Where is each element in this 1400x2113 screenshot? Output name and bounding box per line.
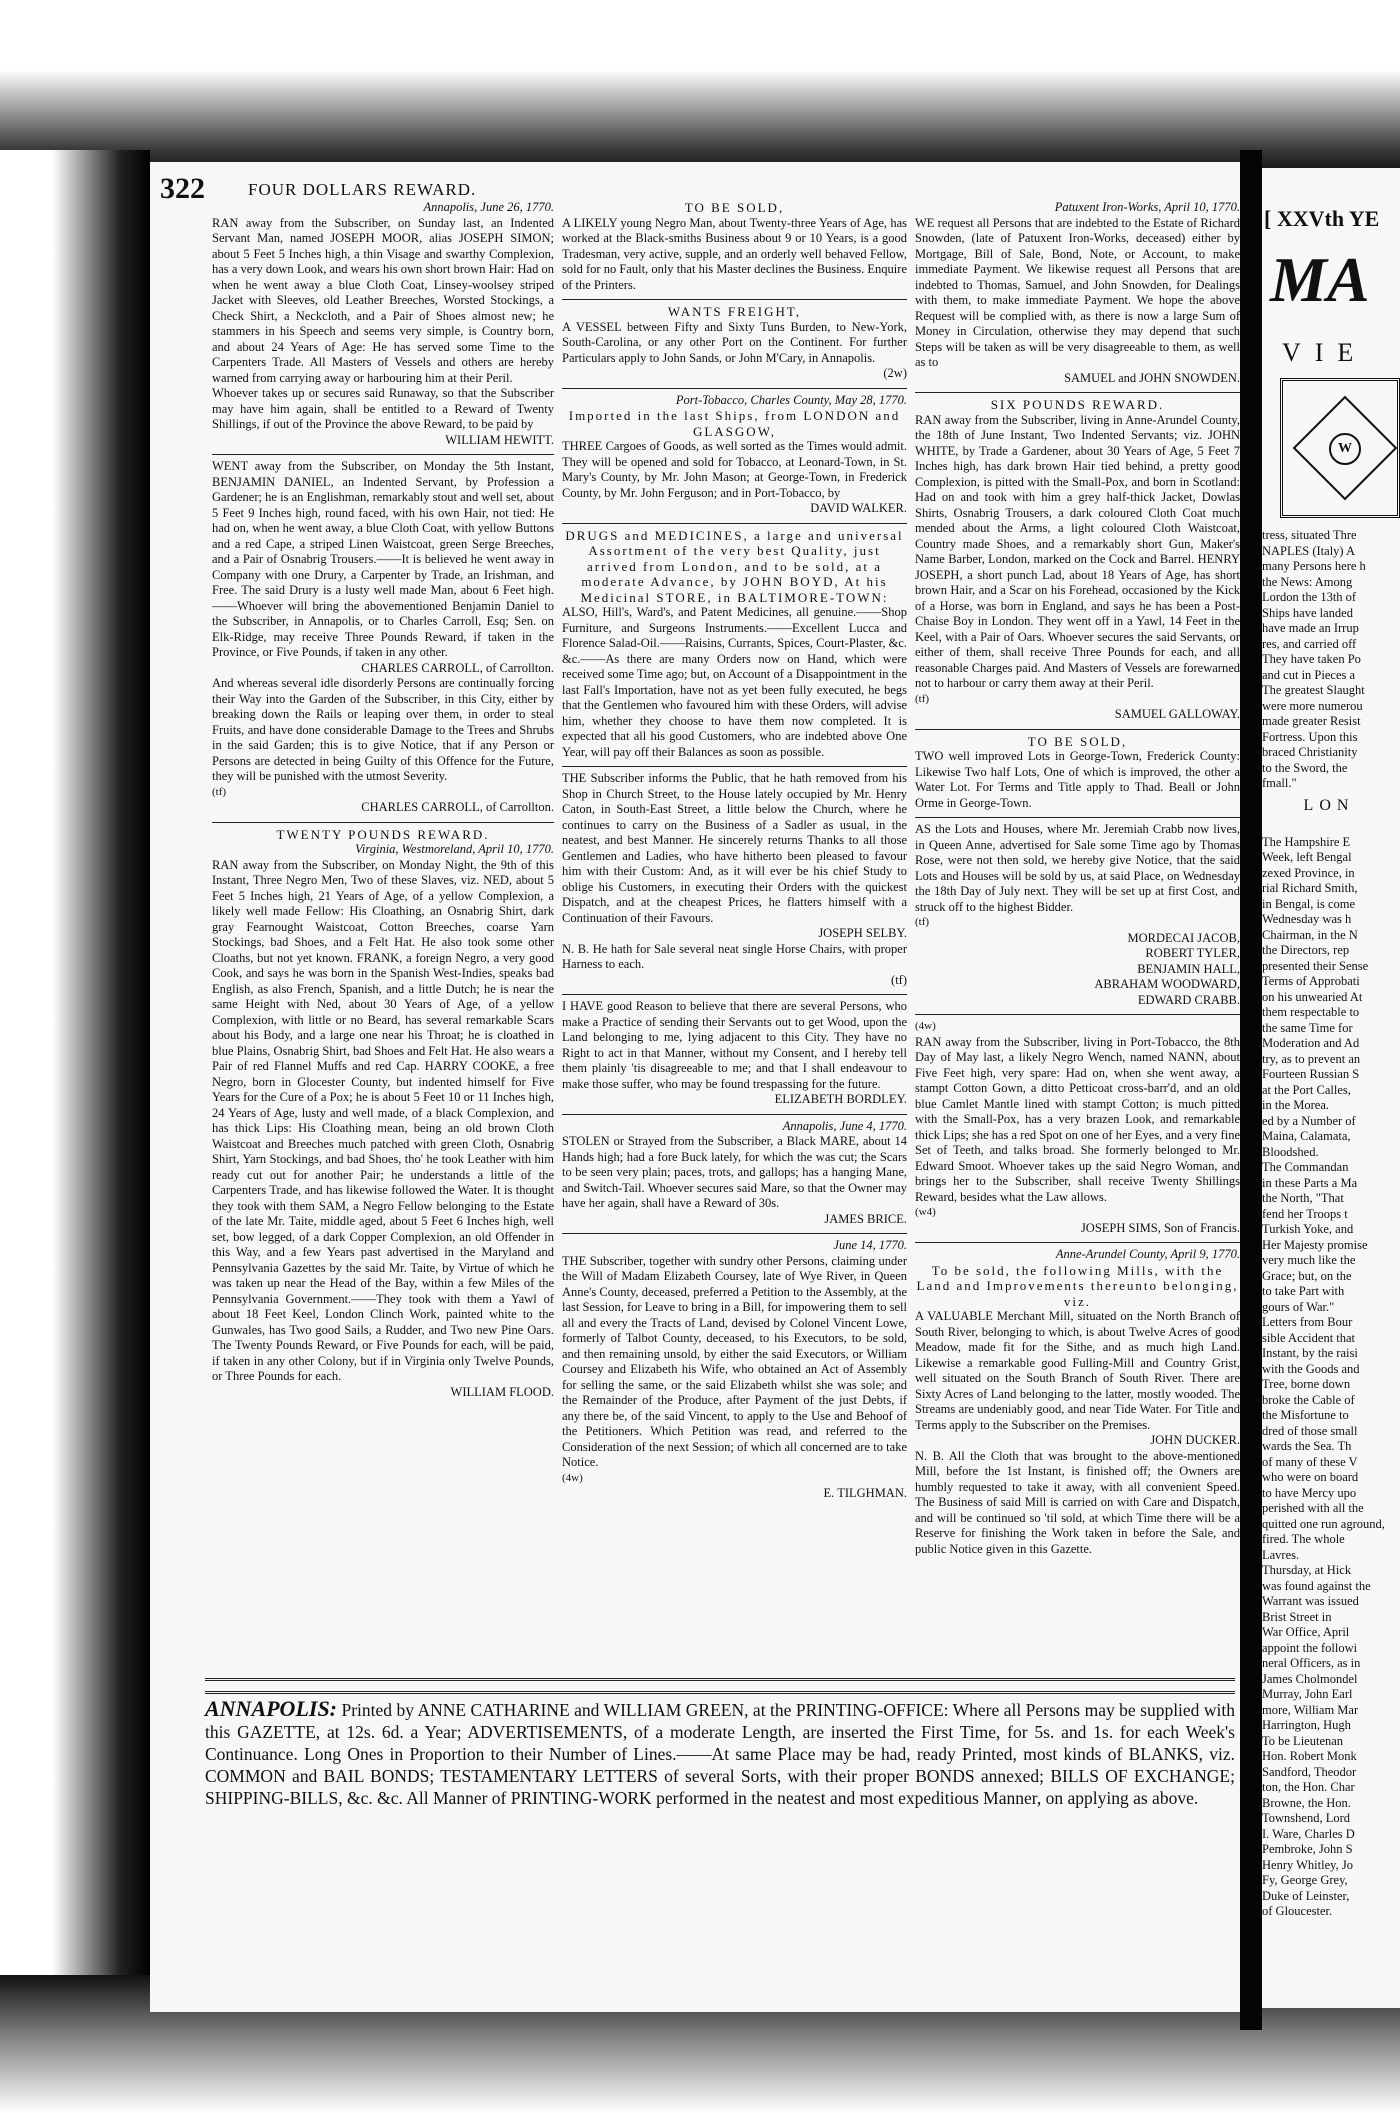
divider [915, 392, 1240, 393]
ad-extra: And whereas several idle disorderly Persons are continually forcing their Way into the Garden of the Subscriber, in this City, either by breaking down the Rails or leaping over them, in order to steal Fruits, and have done considerable Damage to the Trees and Shrubs in the said Garden; this is to give Notice, that if any Person or Persons are detected in being Guilty of this Offence for the Future, they will be punished with the utmost Severity. [212, 676, 554, 783]
ad-body: AS the Lots and Houses, where Mr. Jeremiah Crabb now lives, in Queen Anne, advertised for Sale some Time ago by Thomas Rose, were not then sold, we hereby give Notice, that the said Lots and Houses will be sold by us, at said Place, on Wednesday the 18th Day of July next. They will be set up at first Cost, and struck off to the highest Bidder. [915, 822, 1240, 914]
ad-heading: WANTS FREIGHT, [667, 304, 802, 319]
ad-extra: Whoever takes up or secures said Runaway, so that the Subscriber may have him again, shall be entitled to a Reward of Twenty Shillings, if out of the Province the above Reward, to be paid by [212, 386, 554, 431]
signature: BENJAMIN HALL, [1137, 961, 1240, 976]
section-heading: LON [1303, 796, 1355, 814]
text-line: the News: Among [1262, 574, 1353, 589]
ornamental-border [205, 1678, 1235, 1694]
text-line: Browne, the Hon. [1262, 1795, 1351, 1810]
text-line: them respectable to [1262, 1005, 1360, 1019]
text-line: who were on board [1262, 1470, 1359, 1484]
column-3 [915, 200, 1240, 1665]
ornament-letter: W [1329, 433, 1361, 465]
ad-body: WENT away from the Subscriber, on Monday the 5th Instant, BENJAMIN DANIEL, an Indented Servant, by Profession a Gardener; he is an Englishman, remarkably stout and well set, about 5 Feet 9 Inches high, round faced, with his own Hair, not tied: He had on, when he went away, a blue Cloth Coat, with yellow Buttons and a red Cape, a striped Linen Waistcoat, green Serge Breeches, and a Pair of Osnabrig Trousers.——It is believed he went away in Company with one Drury, a Carpenter by Trade, an Irishman, and Free. The said Drury is a lusty well made Man, about 6 Feet high.——Whoever will bring the abovementioned Benjamin Daniel to the Subscriber, in Annapolis, or to Charles Carroll, Esq; Sen. on Elk-Ridge, may receive Three Pounds Reward, if taken in the Province, or Five Pounds, if taken in any other. [212, 459, 554, 659]
ad-body: WE request all Persons that are indebted to the Estate of Richard Snowden, (late of Patuxent Iron-Works, deceased) either by Mortgage, Bill of Sale, Bond, Note, or Account, to make immediate Payment. We likewise request all Persons that are indebted to Thomas, Samuel, and John Snowden, for Dealings with them, to make immediate Payment. We hope the above Request will be complied with, as there is now a large Sum of Money in Circulation, otherwise they may depend that such Steps will be taken as will be very disagreeable to them, as well as to [915, 215, 1240, 369]
text-line: neral Officers, as in [1262, 1656, 1361, 1670]
text-line: fmall." [1262, 776, 1297, 790]
scan-shadow-left [0, 150, 150, 2020]
ad-heading: To be sold, the following Mills, with the Land and Improvements thereunto belonging, viz. [916, 1262, 1239, 1309]
text-line: the same Time for [1262, 1020, 1353, 1035]
ad-body: RAN away from the Subscriber, living in Anne-Arundel County, the 18th of June Instant, Two Indented Servants; viz. JOHN WHITE, by Trade a Gardener, about 30 Years of Age, 5 Feet 7 Inches high, has dark brown Hair tied behind, a pretty good Complexion, is pitted with the Small-Pox, and born in Scotland: Had on and took with him a grey half-thick Jacket, Dowlas Shirts, Osnabrig Trousers, a dark coloured Cloth Coat much mended about the Arms, a light coloured Cloth Waistcoat, Country made Shoes, and a remarkably short Gun, Maker's Name Barber, London, marked on the Cock and Barrel. HENRY JOSEPH, a short punch Lad, about 18 Years of Age, has short brown Hair, and a Scar on his Forehead, occasioned by the Kick of a Horse, was born in England, and says he has been a Post-Chaise Boy in London. They went off in a Yawl, 14 Feet in the Keel, with a Pair of Oars. Whoever secures the said Servants, or either of them, shall receive Three Pounds for each, and all reasonable Charges paid. And Masters of Vessels are forewarned not to harbour or carry them away at their Peril. [915, 412, 1240, 690]
advertisement [915, 822, 1240, 1008]
divider [915, 729, 1240, 730]
ad-heading: Imported in the last Ships, from LONDON and GLASGOW, [568, 408, 901, 439]
signature: JOHN DUCKER. [1150, 1433, 1240, 1447]
book-gutter [1240, 150, 1262, 2030]
ad-body: THE Subscriber, together with sundry other Persons, claiming under the Will of Madam Elizabeth Coursey, late of Wye River, in Queen Anne's County, deceased, preferred a Petition to the Assembly, at the last Session, for Leave to bring in a Bill, for impowering them to sell all and every the Tracts of Land, devised by Colonel Vincent Lowe, formerly of Talbot County, deceased, to his Executors, to be sold, and then remaining unsold, by either the said Executors, or William Coursey and Elizabeth his Wife, who obtained an Act of Assembly for selling the same, or the said Elizabeth whilst she was sole; and the Remainder of the Produce, after Payment of the just Debts, if any there be, of the said Vincent, to apply to the Use and Behoof of the Petitioners. Which Petition was read, and referred to the Consideration of the next Session; of which all concerned are to take Notice. [562, 1253, 907, 1469]
ad-body: A VESSEL between Fifty and Sixty Tuns Burden, to New-York, South-Carolina, or any other Port on the Continent. For further Particulars apply to John Sands, or John M'Cary, in Annapolis. [562, 319, 907, 365]
text-line: gours of War." [1262, 1299, 1335, 1314]
signature: WILLIAM HEWITT. [445, 432, 554, 447]
divider [562, 1114, 907, 1115]
text-line: to the Sword, the [1262, 760, 1348, 775]
text-line: fired. The whole [1262, 1532, 1345, 1546]
ad-body: STOLEN or Strayed from the Subscriber, a Black MARE, about 14 Hands high; had a fore Buck lately, for which the was cut; the Scars to be seen very plain; paces, trots, and gallops; has a hanging Mane, and Switch-Tail. Whoever secures said Mare, so that the Owner may have her again, shall have a Reward of 30s. [562, 1134, 907, 1210]
ad-extra: N. B. He hath for Sale several neat single Horse Chairs, with proper Harness to each. [562, 941, 907, 971]
masthead: MA [1270, 244, 1370, 315]
text-line: Week, left Bengal [1262, 850, 1352, 864]
text-line: with the Goods and [1262, 1361, 1360, 1376]
text-line: Harrington, Hugh [1262, 1718, 1351, 1732]
text-line: in these Parts a Ma [1262, 1175, 1358, 1190]
text-line: Fortress. Upon this [1262, 729, 1358, 744]
signature: SAMUEL and JOHN SNOWDEN. [1064, 370, 1240, 385]
text-line: Terms of Approbati [1262, 974, 1360, 988]
divider [212, 454, 554, 455]
text-line: and cut in Pieces a [1262, 667, 1356, 682]
text-line: quitted one run aground, [1262, 1516, 1385, 1531]
ad-body: I HAVE good Reason to believe that there are several Persons, who make a Practice of sending their Servants out to get Wood, upon the Land belonging to me, lying adjacent to this City. They have no Right to act in that Manner, without my Consent, and I hereby tell them plainly 'tis disagreeable to me; and that I shall endeavour to make those suffer, who may be found trespassing for the future. [562, 999, 907, 1091]
divider [915, 1014, 1240, 1015]
signature: E. TILGHMAN. [823, 1486, 907, 1500]
text-line: the Misfortune to [1262, 1408, 1349, 1422]
text-line: more, William Mar [1262, 1702, 1359, 1717]
text-line: very much like the [1262, 1253, 1356, 1267]
text-line: Bloodshed. [1262, 1144, 1319, 1159]
text-line: Grace; but, on the [1262, 1268, 1352, 1283]
dateline: Port-Tobacco, Charles County, May 28, 1770. [675, 392, 907, 407]
column-2 [562, 200, 907, 1665]
ad-body: RAN away from the Subscriber, on Monday Night, the 9th of this Instant, Three Negro Men, Two of these Slaves, viz. NED, about 5 Feet 5 Inches high, 21 Years of Age, of a yellow Complexion, a likely well made Fellow: His Cloathing, an Osnabrig Shirt, dark gray Fearnought Waistcoat, Cotton Breeches, coarse Yarn Stockings, bad Shoes, and a Felt Hat. He also took some other Cloaths, but not yet known. FRANK, a foreign Negro, a very good Cook, and says he was born in the Spanish West-Indies, speaks bad English, as also French, Spanish, and a little Dutch; he is near the same Height with Ned, about 30 Years of Age, of a yellow Complexion, with little or no Beard, has several remarkable Scars about his Body, and a large one near his Throat; he is cloathed in blue Plains, Osnabrig Shirt, bad Shoes and Felt Hat. He also wears a Pair of red Flannel Muffs and red Cap. HARRY COOKE, a free Negro, born in Glocester County, but indented himself for Five Years for the Cure of a Pox; he is about 5 Feet 10 or 11 Inches high, 24 Years of Age, lusty and well made, of a black Complexion, and has thick Lips: His Cloathing mean, being an old brown Cloth Waistcoat and Breeches much patched with green Cloth, Osnabrig Shirt, Yarn Stockings, and bad Shoes, tho' he took Leather with him ready cut out for another Pair; he understands a little of the Carpenters Trade, and has likewise followed the Water. It is thought they took with them SAM, a Negro Fellow belonging to the Estate of the late Mr. Taite, middle aged, about 5 Feet 6 Inches high, well set, bow legged, of a dark Copper Complexion, an old Offender in this Way, and a few Years past advertised in the Maryland and Pennsylvania Gazettes by the said Mr. Taite, by Virtue of which he was taken up near the Head of the Bay, within a few Miles of the Pennsylvania Government.——They took with them a Yawl of about 18 Feet Keel, London Clinch Work, painted white to the Gunwales, has Two good Sails, a Rudder, and Two new Pine Oars. The Twenty Pounds Reward, or Five Pounds for each, will be paid, if taken in any other Colony, but if in Virginia only Twelve Pounds, or Three Pounds for each. [212, 857, 554, 1383]
text-line: res, and carried off [1262, 636, 1357, 651]
dateline: Anne-Arundel County, April 9, 1770. [1055, 1247, 1240, 1261]
ad-body: A VALUABLE Merchant Mill, situated on the North Branch of South River, belonging to which, is about Twelve Acres of good Meadow, made fit for the Sithe, and as much high Land. Likewise a remarkable good Fulling-Mill and Country Grist, well situated on the South Branch of South River. There are Sixty Acres of Land belonging to the latter, mostly wooded. The Streams are undeniably good, and near Tide Water. For Title and Terms apply to the Subscriber on the Premises. [915, 1309, 1240, 1432]
advertisement [562, 393, 907, 517]
signature: CHARLES CARROLL, of Carrollton. [361, 660, 554, 675]
text-line: Murray, John Earl [1262, 1687, 1353, 1701]
text-line: Duke of Leinster, [1262, 1888, 1350, 1903]
text-line: made greater Resist [1262, 714, 1361, 728]
ad-body: A LIKELY young Negro Man, about Twenty-three Years of Age, has worked at the Black-smiths Business about 9 or 10 Years, is a good Tradesman, very active, supple, and an orderly well behaved Fellow, sold for no Fault, only that his Master declines the Business. Enquire of the Printers. [562, 215, 907, 292]
text-line [1262, 819, 1396, 835]
ad-heading: TO BE SOLD, [1027, 733, 1128, 749]
advertisement [562, 200, 907, 293]
ad-heading: TO BE SOLD, [684, 200, 785, 215]
ad-body: THREE Cargoes of Goods, as well sorted as the Times would admit. They will be opened and sold for Tobacco, at Leonard-Town, in St. Mary's County, by Mr. John Mason; at George-Town, in Frederick County, by Mr. John Ferguson; and in Port-Tobacco, by [562, 439, 907, 500]
ad-body: RAN away from the Subscriber, living in Port-Tobacco, the 8th Day of May last, a likely Negro Wench, named NANN, about Five Feet high, very spare: Had on, when she went away, a stampt Cotton Gown, a ditto Petticoat cross-barr'd, and an old blue Camlet Mantle lined with stampt Cotton; is much pitted with the Small-Pox, has a very brazen Look, and remarkable thick Lips; she has a red Spot on one of her Eyes, and a very fine Set of Teeth, and talks broad. She formerly belonged to Mr. Edward Smoot. Whoever takes up the said Negro Woman, and brings her to the Subscriber, shall receive Twenty Shillings Reward, besides what the Law allows. [915, 1034, 1240, 1204]
text-line: in the Morea. [1262, 1098, 1329, 1112]
advertisement [915, 200, 1240, 386]
text-line: of Gloucester. [1262, 1904, 1333, 1918]
imprint-place: ANNAPOLIS: [205, 1696, 338, 1721]
text-line: Henry Whitley, Jo [1262, 1857, 1353, 1872]
signature: CHARLES CARROLL, of Carrollton. [361, 800, 554, 814]
divider [562, 994, 907, 995]
ad-heading: DRUGS and MEDICINES, a large and universal Assortment of the very best Quality, just arrived from London, and to be sold, at a moderate Advance, by JOHN BOYD, At his Medicinal STORE, in BALTIMORE-TOWN: [565, 527, 904, 605]
text-line: rial Richard Smith, [1262, 881, 1358, 895]
signature: JOSEPH SIMS, Son of Francis. [1080, 1220, 1240, 1235]
advertisement [212, 459, 554, 816]
text-line: Turkish Yoke, and [1262, 1222, 1354, 1236]
text-line: Tree, borne down [1262, 1377, 1351, 1391]
ad-heading: TWENTY POUNDS REWARD. [276, 826, 490, 842]
advertisement [915, 1019, 1240, 1236]
text-line: Maina, Calamata, [1262, 1129, 1351, 1143]
ad-body: ALSO, Hill's, Ward's, and Patent Medicines, all genuine.——Shop Furniture, and Surgeons Instruments.——Excellent Lucca and Florence Salad-Oil.——Raisins, Currants, Spices, Court-Plaster, &c. &c.——As there are many Orders now on Hand, which were received some Time ago; but, on Account of a Disappointment in the last Fall's Importation, have not as yet been fully executed, he begs that the Gentlemen who favoured him with these Orders, will advise him, whether they choose to have them now completed. It is expected that all his good Customers, who are indebted above One Year, will pay off their Balances as soon as possible. [562, 605, 907, 759]
vignette-label: VIE [1282, 338, 1368, 367]
imprint-text: Printed by ANNE CATHARINE and WILLIAM GREEN, at the PRINTING-OFFICE: Where all Persons may be supplied with this GAZETTE, at 12s. 6d. a Year; ADVERTISEMENTS, of a moderate Length, are inserted the First Time, for 5s. and 1s. for each Week's Continuance. Long Ones in Proportion to their Number of Lines.——At same Place may be had, ready Printed, most kinds of BLANKS, viz. COMMON and BAIL BONDS; TESTAMENTARY LETTERS of several Sorts, with their proper BONDS annexed; BILLS OF EXCHANGE; SHIPPING-BILLS, &c. &c. All Manner of PRINTING-WORK performed in the neatest and most expeditious Manner, on applying as above. [205, 1700, 1236, 1808]
text-line: wards the Sea. Th [1262, 1439, 1352, 1453]
insertion-tag: (tf) [891, 972, 907, 987]
text-line: many Persons here h [1262, 559, 1366, 573]
text-line: NAPLES (Italy) A [1262, 543, 1356, 558]
text-line: dred of those small [1262, 1423, 1358, 1438]
dateline: Virginia, Westmoreland, April 10, 1770. [355, 842, 554, 856]
divider [562, 1233, 907, 1234]
advertisement [562, 304, 907, 382]
text-line: The Commandan [1262, 1160, 1349, 1174]
text-line: James Cholmondel [1262, 1671, 1358, 1686]
advertisement [915, 734, 1240, 812]
text-line: Chairman, in the N [1262, 927, 1358, 942]
text-line: have made an Irrup [1262, 621, 1359, 635]
text-line: to have Mercy upo [1262, 1485, 1357, 1500]
text-line: Fy, George Grey, [1262, 1873, 1348, 1887]
page-header [160, 172, 560, 205]
text-line: The greatest Slaught [1262, 683, 1365, 697]
text-line: to take Part with [1262, 1284, 1345, 1298]
text-line: Brist Street in [1262, 1609, 1332, 1624]
text-line: the North, "That [1262, 1191, 1344, 1205]
divider [212, 822, 554, 823]
text-line: appoint the followi [1262, 1640, 1358, 1655]
text-line: The Hampshire E [1262, 834, 1351, 849]
divider [562, 523, 907, 524]
text-line: To be Lieutenan [1262, 1733, 1344, 1748]
advertisement [915, 1247, 1240, 1557]
scan-shadow-top [0, 0, 1400, 175]
text-line: Fourteen Russian S [1262, 1067, 1360, 1081]
text-line: presented their Sense [1262, 958, 1369, 973]
divider [562, 388, 907, 389]
column-1 [212, 200, 554, 1665]
text-line: were more numerou [1262, 698, 1363, 713]
text-line: Ships have landed [1262, 605, 1353, 620]
advertisement [212, 827, 554, 1401]
insertion-tag: (tf) [915, 692, 930, 705]
page-header-title: FOUR DOLLARS REWARD. [248, 180, 477, 199]
divider [562, 766, 907, 767]
printer-imprint [205, 1678, 1235, 1848]
text-line: in Bengal, is come [1262, 896, 1356, 911]
text-line: War Office, April [1262, 1625, 1350, 1639]
text-line: at the Port Calles, [1262, 1082, 1351, 1097]
advertisement [562, 1238, 907, 1502]
ad-body: RAN away from the Subscriber, on Sunday last, an Indented Servant Man, named JOSEPH MOOR, alias JOSEPH SIMON; about 5 Feet 5 Inches high, a thin Visage and swarthy Complexion, has a very down Look, and wears his own short brown Hair: Had on when he went away a blue Cloth Coat, Linsey-woolsey striped Jacket with Sleeves, old Leather Breeches, Worsted Stockings, a Check Shirt, a Neckcloth, and a Pair of Shoes almost new; he stammers in his Speech and seems very simple, is Country born, and about 24 Years of Age: He has served some Time to the Carpenters Trade. All Masters of Vessels and others are hereby warned from carrying away or harbouring him at their Peril. [212, 215, 554, 385]
text-line: try, as to prevent an [1262, 1051, 1361, 1066]
dateline: Annapolis, June 4, 1770. [782, 1118, 907, 1133]
advertisement [562, 1119, 907, 1228]
insertion-tag: (4w) [562, 1471, 583, 1484]
dateline: June 14, 1770. [833, 1238, 907, 1252]
text-line: Moderation and Ad [1262, 1036, 1360, 1050]
dateline: Patuxent Iron-Works, April 10, 1770. [1054, 200, 1240, 214]
text-line: Townshend, Lord [1262, 1811, 1351, 1825]
signature: JAMES BRICE. [824, 1211, 907, 1226]
divider [915, 817, 1240, 818]
text-line: on his unwearied At [1262, 989, 1363, 1004]
text-line: braced Christianity [1262, 745, 1358, 759]
signature: ELIZABETH BORDLEY. [774, 1092, 907, 1106]
text-line: Thursday, at Hick [1262, 1563, 1352, 1577]
text-line: Lordon the 13th of [1262, 590, 1357, 604]
page-number: 322 [160, 172, 205, 205]
insertion-tag: (w4) [915, 1206, 936, 1218]
text-line: was found against the [1262, 1578, 1371, 1593]
advertisement [562, 528, 907, 761]
text-line: perished with all the [1262, 1501, 1364, 1515]
divider [562, 299, 907, 300]
signature: DAVID WALKER. [810, 501, 907, 515]
text-line: Lavres. [1262, 1547, 1300, 1562]
ornament [1280, 378, 1400, 518]
dateline: Annapolis, June 26, 1770. [423, 200, 554, 214]
text-line: Pembroke, John S [1262, 1842, 1353, 1856]
text-line: the Directors, rep [1262, 943, 1350, 957]
text-line: They have taken Po [1262, 652, 1361, 666]
next-page-header: [ XXVth YE [1264, 206, 1380, 231]
signature: EDWARD CRABB. [1137, 992, 1240, 1007]
text-line: ton, the Hon. Char [1262, 1780, 1355, 1794]
text-line: sible Accident that [1262, 1330, 1356, 1345]
text-line: Her Majesty promise [1262, 1237, 1368, 1252]
text-line: Letters from Bour [1262, 1315, 1353, 1329]
newspaper-page-right [1262, 168, 1400, 2008]
divider [915, 1242, 1240, 1243]
text-line: Hon. Robert Monk [1262, 1749, 1357, 1763]
text-line: Warrant was issued [1262, 1594, 1359, 1608]
text-line: of many of these V [1262, 1454, 1358, 1469]
next-page-text [1262, 528, 1396, 1920]
signature: ROBERT TYLER, [1145, 946, 1240, 960]
advertisement [562, 771, 907, 988]
insertion-tag: (tf) [915, 916, 930, 928]
advertisement [915, 397, 1240, 723]
text-line: tress, situated Thre [1262, 528, 1357, 542]
signature: WILLIAM FLOOD. [450, 1384, 554, 1399]
signature: SAMUEL GALLOWAY. [1114, 707, 1240, 721]
text-line: Sandford, Theodor [1262, 1764, 1357, 1779]
text-line: ed by a Number of [1262, 1113, 1356, 1128]
ad-body: THE Subscriber informs the Public, that he hath removed from his Shop in Church Street, to the House lately occupied by Mr. Henry Caton, in South-East Street, a little below the Church, where he continues to carry on the Business of a Sadler as usual, in the neatest, and best Manner. He sincerely returns Thanks to all those Gentlemen and Ladies, who have hitherto been pleased to favour him with their Custom: And, as it will ever be his chief Study to oblige his Customers, in executing their Orders with the quickest Dispatch, and at the cheapest Prices, he flatters himself with a Continuation of their Favours. [562, 771, 907, 925]
insertion-tag: (2w) [883, 366, 907, 380]
text-line: fend her Troops t [1262, 1206, 1348, 1221]
signature: MORDECAI JACOB, [1127, 930, 1240, 945]
text-line: Instant, by the raisi [1262, 1346, 1358, 1360]
text-line: Wednesday was h [1262, 912, 1352, 926]
advertisement [562, 999, 907, 1108]
signature: JOSEPH SELBY. [818, 926, 907, 940]
text-line: zexed Province, in [1262, 865, 1355, 880]
insertion-tag: (tf) [212, 785, 227, 798]
ad-body: TWO well improved Lots in George-Town, Frederick County: Likewise Two half Lots, One of which is improved, the other a Water Lot. For Terms and Title apply to Thad. Beall or John Orme in George-Town. [915, 749, 1240, 810]
ad-extra: N. B. All the Cloth that was brought to the above-mentioned Mill, before the 1st Instant, is finished off; the Owners are humbly requested to take it away, with all convenient Speed. The Business of said Mill is carried on with Care and Dispatch, and will be continued so 'til sold, at which Time there will be a Reserve for finishing the Work taken in before the Sale, and public Notice given in this Gazette. [915, 1448, 1240, 1556]
advertisement [212, 200, 554, 448]
insertion-tag: (4w) [915, 1020, 936, 1032]
text-line: broke the Cable of [1262, 1392, 1355, 1407]
signature: ABRAHAM WOODWARD, [1094, 977, 1240, 991]
ad-heading: SIX POUNDS REWARD. [990, 397, 1165, 412]
text-line: I. Ware, Charles D [1262, 1826, 1355, 1841]
